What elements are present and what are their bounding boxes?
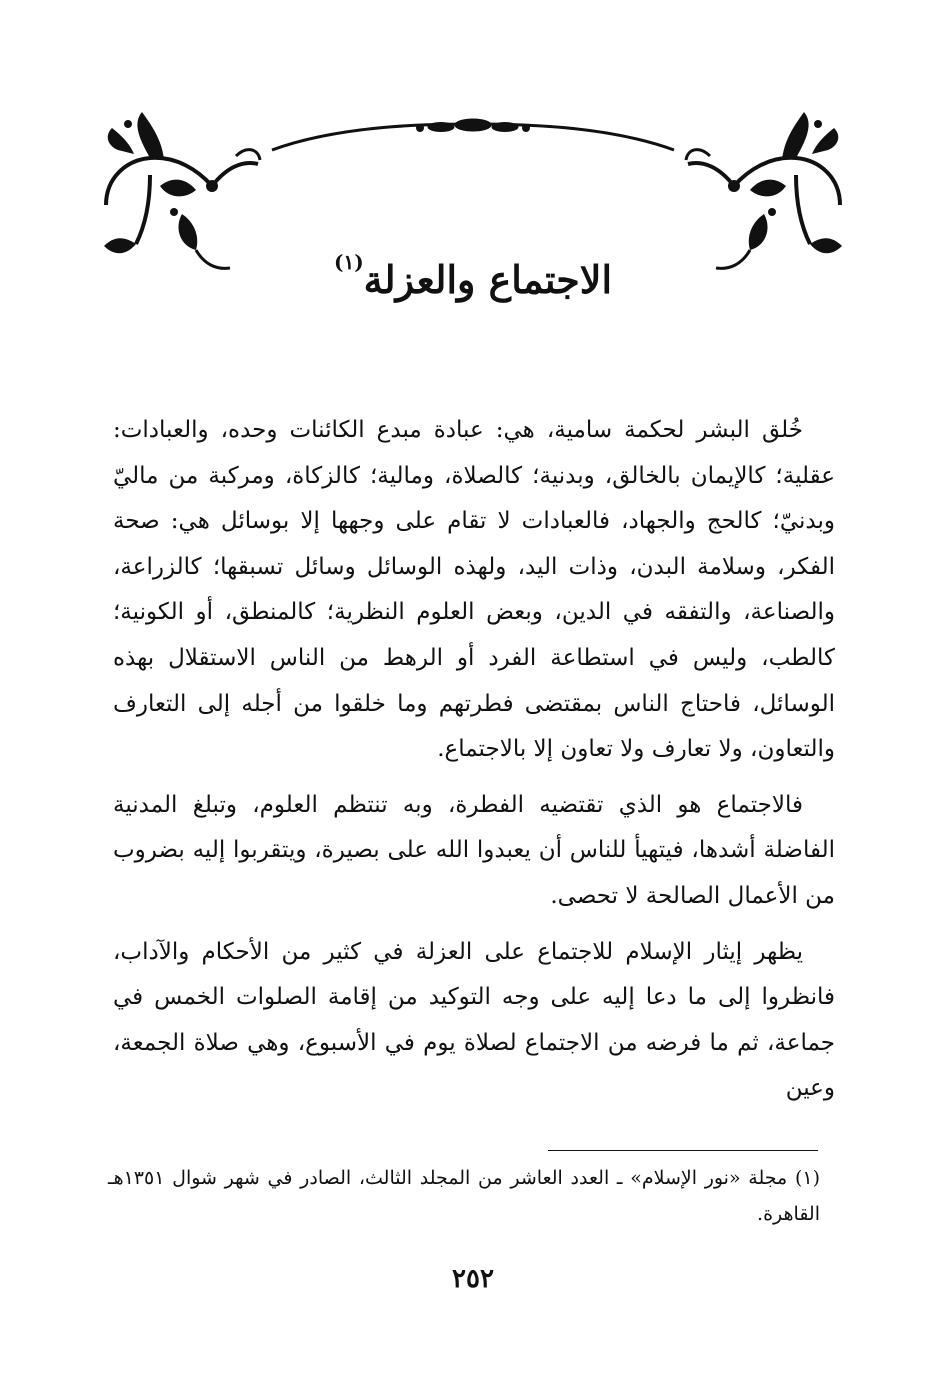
page-number: ٢٥٢ [452, 1264, 494, 1294]
page-title [250, 232, 696, 310]
paragraph: يظهر إيثار الإسلام للاجتماع على العزلة في كثير من الأحكام والآداب، فانظروا إلى ما دعا إليه على وجه التوكيد من إقامة الصلوات الخمس في جماعة، ثم ما فرضه من الاجتماع لصلاة يوم في الأسبوع، وهي صلاة الجمعة، وعين [113, 938, 835, 1102]
footnote [108, 1160, 820, 1232]
title-footnote-marker: (١) [333, 250, 364, 274]
paragraph: خُلق البشر لحكمة سامية، هي: عبادة مبدع الكائنات وحده، والعبادات: عقلية؛ كالإيمان بالخالق، وبدنية؛ كالصلاة، ومالية؛ كالزكاة، ومركبة من ماليّ وبدنيّ؛ كالحج والجهاد، فالعبادات لا تقام على وجهها إلا بوسائل هي: صحة الفكر، وسلامة البدن، وذات اليد، ولهذه الوسائل وسائل تسبقها؛ كالزراعة، والصناعة، والتفقه في الدين، وبعض العلوم النظرية؛ كالمنطق، أو الكونية؛ كالطب، وليس في استطاعة الفرد أو الرهط من الناس الاستقلال بهذه الوسائل، فاحتاج الناس بمقتضى فطرتهم وما خلقوا من أجله إلى التعارف والتعاون، ولا تعارف ولا تعاون إلا بالاجتماع. [113, 417, 835, 763]
title-text: الاجتماع والعزلة [363, 257, 613, 302]
paragraph: فالاجتماع هو الذي تقتضيه الفطرة، وبه تنتظم العلوم، وتبلغ المدنية الفاضلة أشدها، فيتهيأ للناس أن يعبدوا الله على بصيرة، ويتقربوا إليه بضروب من الأعمال الصالحة لا تحصى. [113, 791, 835, 909]
footnote-text: (١) مجلة «نور الإسلام» ـ العدد العاشر من المجلد الثالث، الصادر في شهر شوال ١٣٥١هـ القاهرة. [108, 1167, 820, 1225]
top-divider-ornament [272, 119, 674, 150]
footnote-separator [548, 1150, 818, 1151]
article-body [113, 408, 835, 1112]
left-corner-flourish [104, 112, 260, 268]
